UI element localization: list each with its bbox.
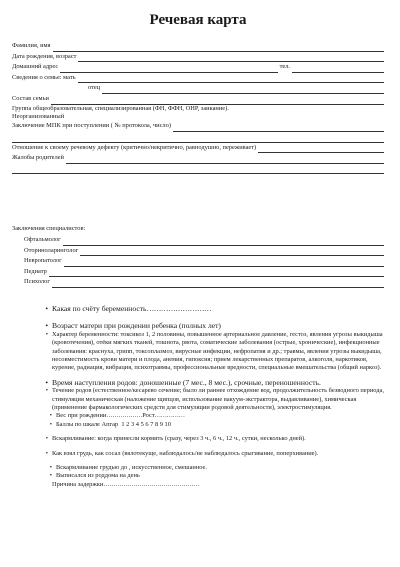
specialist-field[interactable]: [49, 269, 384, 278]
father-label: отец: [88, 84, 101, 92]
breast-item: [12, 450, 384, 458]
dob-field[interactable]: [78, 54, 384, 63]
bullet-icon: •: [45, 330, 48, 338]
dob-row: [12, 52, 384, 63]
pmpk-row-2: [12, 132, 384, 143]
specialist-label: Офтальмолог: [24, 235, 61, 243]
mother-row: [12, 73, 384, 84]
height-label: Рост: [142, 412, 155, 420]
specialist-row: [12, 277, 384, 288]
birth-weight-item: [12, 412, 384, 420]
bullet-icon: •: [49, 464, 52, 471]
mother-age-label: Возраст матери при рождении ребенка (полных лет): [52, 321, 221, 331]
complaints-field[interactable]: [66, 155, 384, 164]
specialist-row: [12, 256, 384, 267]
delay-field[interactable]: …………………………………………: [103, 480, 200, 488]
apgar-label: Баллы по шкале Апгар: [56, 420, 119, 428]
bullet-icon: •: [49, 412, 52, 420]
specialist-field[interactable]: [52, 279, 384, 288]
phone-label: тел.: [279, 63, 290, 71]
pmpk-row: [12, 121, 384, 132]
address-row: [12, 62, 384, 73]
pregnancy-number-item: [12, 305, 384, 313]
feeding-type-item: [12, 464, 384, 472]
weight-field[interactable]: ………………: [106, 412, 143, 420]
pregnancy-number-label: Какая по счёту беременность: [52, 303, 147, 313]
family-label: Состав семьи: [12, 94, 49, 102]
specialists-heading: Заключения специалистов:: [12, 225, 86, 233]
specialist-field[interactable]: [63, 237, 384, 246]
discharge-text: Выписался из роддома на день: [56, 472, 140, 480]
height-field[interactable]: ……………: [154, 412, 185, 420]
bullet-icon: •: [45, 377, 48, 387]
phone-field[interactable]: [292, 64, 384, 73]
bullet-icon: •: [49, 472, 52, 480]
mother-label: Сведения о семье: мать: [12, 73, 76, 81]
specialist-label: Педиатр: [24, 267, 47, 275]
bullet-icon: •: [45, 435, 48, 443]
bullet-icon: •: [45, 387, 48, 395]
apgar-item: [12, 421, 384, 429]
specialist-field[interactable]: [80, 248, 384, 257]
complaints-label: Жалобы родителей: [12, 154, 64, 162]
bullet-icon: •: [45, 321, 48, 331]
specialist-field[interactable]: [64, 258, 384, 267]
name-row: [12, 41, 384, 52]
pregnancy-number-field[interactable]: ………………………: [146, 303, 212, 313]
bullet-icon: •: [45, 449, 48, 457]
address-label: Домашний адрес: [12, 63, 59, 71]
specialist-row: [12, 267, 384, 278]
bullet-icon: •: [49, 420, 52, 428]
family-field[interactable]: [51, 96, 384, 105]
labor-time-item: [12, 379, 384, 387]
family-row: [12, 94, 384, 105]
group-text: Группа общеобразовательная, специализированная (ФН, ФФН, ОНР, заикание).: [12, 104, 229, 112]
complaints-row-2: [12, 164, 384, 175]
discharge-item: [12, 472, 384, 480]
pregnancy-character-text: Характер беременности: токсикоз 1, 2 половины, повышенное артериальное давление, гестоз, явления угрозы выкидыша (кровотечения), отёки мягких тканей, тошнота, рвота, соматические заболевания (острые, хронические), инфекционные заболевания: краснуха, грипп, токсоплазмоз, вирусные инфекции, нефропатия и др.; травмы, явления угрозы выкидыша, несовместимость крови матери и плода, анемия, гипоксия; прием лекарственных препаратов, алкоголя, наркотиков, курение, радиация, вибрация, психотравмы, профессиональные вредности, специальные вмешательства (общий наркоз).: [52, 330, 383, 372]
specialist-row: [12, 246, 384, 257]
specialist-row: [12, 235, 384, 246]
complaints-row: [12, 153, 384, 164]
apgar-scale[interactable]: 1 2 3 4 5 6 7 8 9 10: [121, 420, 171, 428]
attitude-row: [12, 143, 384, 154]
mother-age-item: [12, 322, 384, 330]
specialist-label: Психолог: [24, 278, 50, 286]
attitude-label: Отношение к своему речевому дефекту (критично/некритично, равнодушно, переживает): [12, 143, 257, 151]
name-label: Фамилия, имя: [12, 42, 51, 49]
specialist-label: Невропатолог: [24, 257, 62, 265]
specialists-heading-row: [12, 224, 384, 235]
feeding-text: Вскармливание: когда принесли кормить (сразу, через 3 ч., 6 ч., 12 ч., сутки, несколько дней).: [52, 435, 306, 443]
pregnancy-character-item: [12, 331, 384, 373]
pmpk-field[interactable]: [173, 123, 384, 132]
labor-time-text: Время наступления родов: доношенные (7 мес., 8 мес.), срочные, переношенность.: [52, 377, 321, 387]
pmpk-label: Заключение МПК при поступлении ( № протокола, число): [12, 122, 171, 130]
specialist-label: Оториноларинголог: [24, 246, 79, 254]
anamnesis-section: [12, 305, 384, 489]
feeding-type-text: Вскармливание грудью до , искусственное, смешанное.: [56, 464, 207, 471]
address-field[interactable]: [60, 64, 277, 73]
father-field[interactable]: [102, 85, 384, 94]
delay-label: Причина задержки: [52, 480, 104, 488]
group-text-cont: Неорганизованный: [12, 112, 65, 120]
personal-info-section: [12, 41, 384, 174]
labor-course-text: Течение родов (естественное/кесарево сечение; было ли раннее отхождение вод, продолжительность безводного периода, стимуляция механическая (наложение щипцов, использование вакуум-экстрактора, выдавливание), химическая (применение фармакологических средств для стимуляции родовой деятельности), электростимуляция.: [52, 387, 384, 411]
page-title: Речевая карта: [149, 12, 247, 28]
labor-course-item: [12, 387, 384, 412]
weight-label: Вес при рождении: [56, 412, 107, 420]
bullet-icon: •: [45, 303, 48, 313]
delay-item: [12, 481, 384, 489]
complaints-field-2[interactable]: [12, 166, 384, 175]
name-field[interactable]: [53, 43, 385, 52]
dob-label: Дата рождения, возраст: [12, 52, 77, 60]
feeding-item: [12, 435, 384, 443]
attitude-field[interactable]: [258, 145, 384, 154]
mother-field[interactable]: [78, 75, 384, 84]
father-row: [12, 83, 384, 94]
specialists-section: [12, 224, 384, 288]
breast-text: Как взял грудь, как сосал (вялотекуще, наблюдалось/не наблюдалось срыгивание, поперхивание).: [52, 449, 319, 457]
pmpk-field-2[interactable]: [12, 134, 384, 143]
